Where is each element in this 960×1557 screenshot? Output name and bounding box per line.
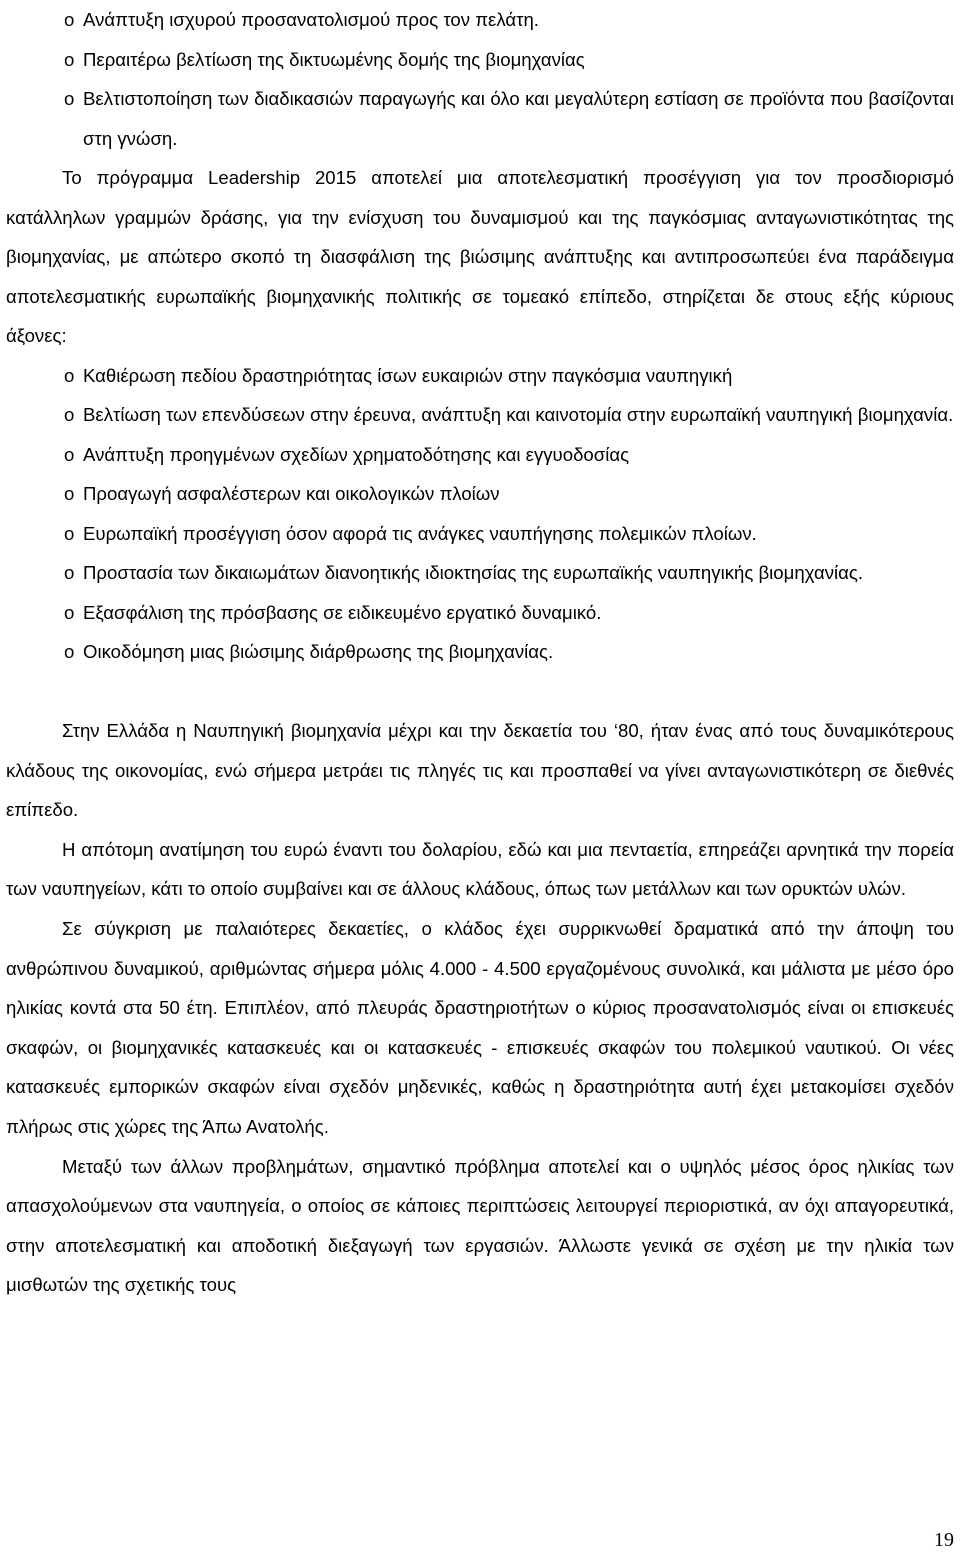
paragraph-greece-3: Σε σύγκριση με παλαιότερες δεκαετίες, ο κλάδος έχει συρρικνωθεί δραματικά από την άποψη του ανθρώπινου δυναμικού, αριθμώντας σήμερα μόλις 4.000 - 4.500 εργαζομένους συνολικά, και μάλιστα με μέσο όρο ηλικίας κοντά στα 50 έτη. Επιπλέον, από πλευράς δραστηριοτήτων ο κύριος προσανατολισμός είναι οι επισκευές σκαφών, οι βιομηχανικές κατασκευές και οι κατασκευές - επισκευές σκαφών του πολεμικού ναυτικού. Οι νέες κατασκευές εμπορικών σκαφών είναι σχεδόν μηδενικές, καθώς η δραστηριότητα αυτή έχει μετακομίσει σχεδόν πλήρως στις χώρες της Άπω Ανατολής. [6,917,954,1137]
page-number: 19 [934,1529,954,1551]
bullet-text: Βελτίωση των επενδύσεων στην έρευνα, ανάπτυξη και καινοτομία στην ευρωπαϊκή ναυπηγική βιομηχανία. [83,404,954,426]
axis-item-6 [64,553,954,593]
bullet-marker: o [64,404,75,426]
bullet-text: Βελτιστοποίηση των διαδικασιών παραγωγής και όλο και μεγαλύτερη εστίαση σε προϊόντα που βασίζονται στη γνώση. [83,88,954,149]
bullet-marker: o [64,483,75,505]
axis-item-7 [64,593,954,633]
bullet-item-2 [64,40,954,80]
bullet-text: Προστασία των δικαιωμάτων διανοητικής ιδιοκτησίας της ευρωπαϊκής ναυπηγικής βιομηχανίας. [83,562,864,584]
bullet-marker: o [64,48,75,70]
axis-item-8 [64,632,954,672]
bullet-text: Περαιτέρω βελτίωση της δικτυωμένης δομής της βιομηχανίας [83,48,585,70]
paragraph-leadership: Το πρόγραμμα Leadership 2015 αποτελεί μια αποτελεσματική προσέγγιση για τον προσδιορισμό κατάλληλων γραμμών δράσης, για την ενίσχυση του δυναμισμού και της παγκόσμιας ανταγωνιστικότητας της βιομηχανίας, με απώτερο σκοπό τη διασφάλιση της βιώσιμης ανάπτυξης και αντιπροσωπεύει ένα παράδειγμα αποτελεσματικής ευρωπαϊκής βιομηχανικής πολιτικής σε τομεακό επίπεδο, στηρίζεται δε στους εξής κύριους άξονες: [6,167,954,347]
axis-item-2 [64,395,954,435]
axis-item-4 [64,474,954,514]
top-bullet-list [6,0,954,158]
bullet-marker: o [64,88,75,109]
bullet-text: Ανάπτυξη ισχυρού προσανατολισμού προς τον πελάτη. [83,9,539,30]
bullet-marker: o [64,522,75,544]
paragraph-greece-2: Η απότομη ανατίμηση του ευρώ έναντι του δολαρίου, εδώ και μια πενταετία, επηρεάζει αρνητικά την πορεία των ναυπηγείων, κάτι το οποίο συμβαίνει και σε άλλους κλάδους, όπως των μετάλλων και των ορυκτών υλών. [6,838,954,900]
document-page [6,0,954,1305]
bullet-text: Προαγωγή ασφαλέστερων και οικολογικών πλοίων [83,483,500,505]
bullet-marker: o [64,443,75,465]
bullet-text: Καθιέρωση πεδίου δραστηριότητας ίσων ευκαιριών στην παγκόσμια ναυπηγική [83,364,733,386]
bullet-item-1 [64,0,954,40]
bullet-marker: o [64,641,75,663]
bullet-marker: o [64,562,75,584]
axis-item-3 [64,435,954,475]
bullet-marker: o [64,364,75,386]
axis-item-5 [64,514,954,554]
axes-bullet-list [6,356,954,672]
paragraph-greece-4: Μεταξύ των άλλων προβλημάτων, σημαντικό πρόβλημα αποτελεί και ο υψηλός μέσος όρος ηλικίας των απασχολούμενων στα ναυπηγεία, ο οποίος σε κάποιες περιπτώσεις λειτουργεί περιοριστικά, αν όχι απαγορευτικά, στην αποτελεσματική και αποδοτική διεξαγωγή των εργασιών. Άλλωστε γενικά σε σχέση με την ηλικία των μισθωτών της σχετικής τους [6,1155,954,1296]
bullet-marker: o [64,601,75,623]
bullet-marker: o [64,9,75,30]
bullet-text: Ευρωπαϊκή προσέγγιση όσον αφορά τις ανάγκες ναυπήγησης πολεμικών πλοίων. [83,522,757,544]
bullet-text: Εξασφάλιση της πρόσβασης σε ειδικευμένο εργατικό δυναμικό. [83,601,602,623]
bullet-text: Οικοδόμηση μιας βιώσιμης διάρθρωσης της βιομηχανίας. [83,641,554,663]
axis-item-1 [64,356,954,396]
bullet-item-3 [64,79,954,158]
bullet-text: Ανάπτυξη προηγμένων σχεδίων χρηματοδότησης και εγγυοδοσίας [83,443,630,465]
section-spacer [6,672,954,711]
paragraph-greece-1: Στην Ελλάδα η Ναυπηγική βιομηχανία μέχρι και την δεκαετία του ‘80, ήταν ένας από τους δυναμικότερους κλάδους της οικονομίας, ενώ σήμερα μετράει τις πληγές τις και προσπαθεί να γίνει ανταγωνιστικότερη σε διεθνές επίπεδο. [6,719,954,821]
